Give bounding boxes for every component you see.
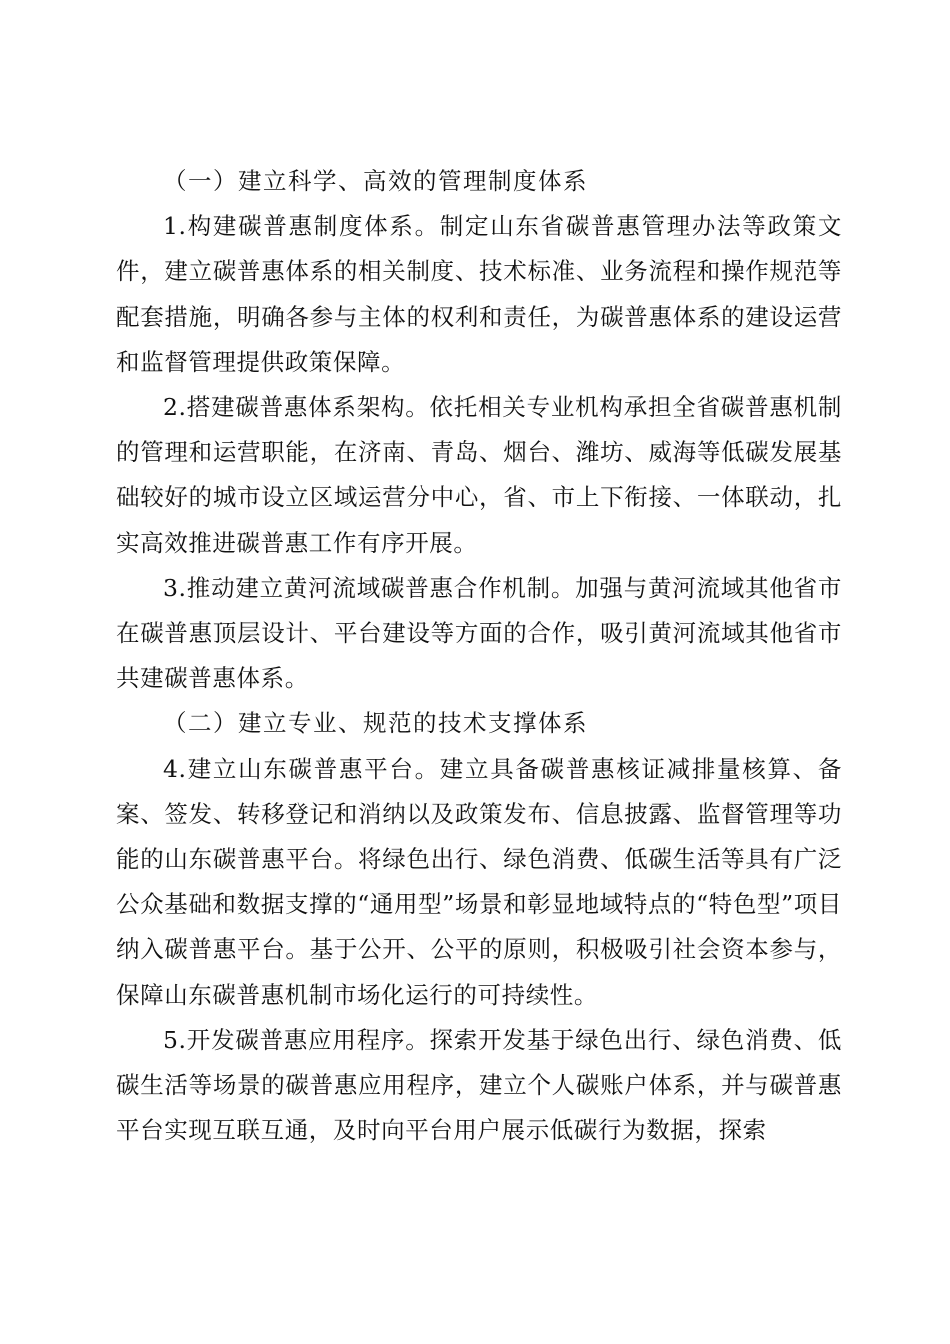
paragraph-item-3: 3.推动建立黄河流域碳普惠合作机制。加强与黄河流域其他省市在碳普惠顶层设计、平台建设等方面的合作，吸引黄河流域其他省市共建碳普惠体系。 bbox=[116, 573, 842, 693]
section-heading-1: （一）建立科学、高效的管理制度体系 bbox=[163, 167, 588, 195]
paragraph-item-1: 1.构建碳普惠制度体系。制定山东省碳普惠管理办法等政策文件，建立碳普惠体系的相关制度、技术标准、业务流程和操作规范等配套措施，明确各参与主体的权利和责任，为碳普惠体系的建设运营和监督管理提供政策保障。 bbox=[116, 212, 842, 376]
document-body bbox=[116, 159, 842, 1153]
paragraph-item-5: 5.开发碳普惠应用程序。探索开发基于绿色出行、绿色消费、低碳生活等场景的碳普惠应用程序，建立个人碳账户体系，并与碳普惠平台实现互联互通，及时向平台用户展示低碳行为数据，探索 bbox=[116, 1025, 842, 1145]
paragraph-item-2: 2.搭建碳普惠体系架构。依托相关专业机构承担全省碳普惠机制的管理和运营职能，在济南、青岛、烟台、潍坊、威海等低碳发展基础较好的城市设立区域运营分中心，省、市上下衔接、一体联动，扎实高效推进碳普惠工作有序开展。 bbox=[116, 393, 842, 557]
paragraph-item-4: 4.建立山东碳普惠平台。建立具备碳普惠核证减排量核算、备案、签发、转移登记和消纳以及政策发布、信息披露、监督管理等功能的山东碳普惠平台。将绿色出行、绿色消费、低碳生活等具有广泛公众基础和数据支撑的“通用型”场景和彰显地域特点的“特色型”项目纳入碳普惠平台。基于公开、公平的原则，积极吸引社会资本参与，保障山东碳普惠机制市场化运行的可持续性。 bbox=[116, 754, 842, 1009]
section-heading-2: （二）建立专业、规范的技术支撑体系 bbox=[163, 709, 588, 738]
